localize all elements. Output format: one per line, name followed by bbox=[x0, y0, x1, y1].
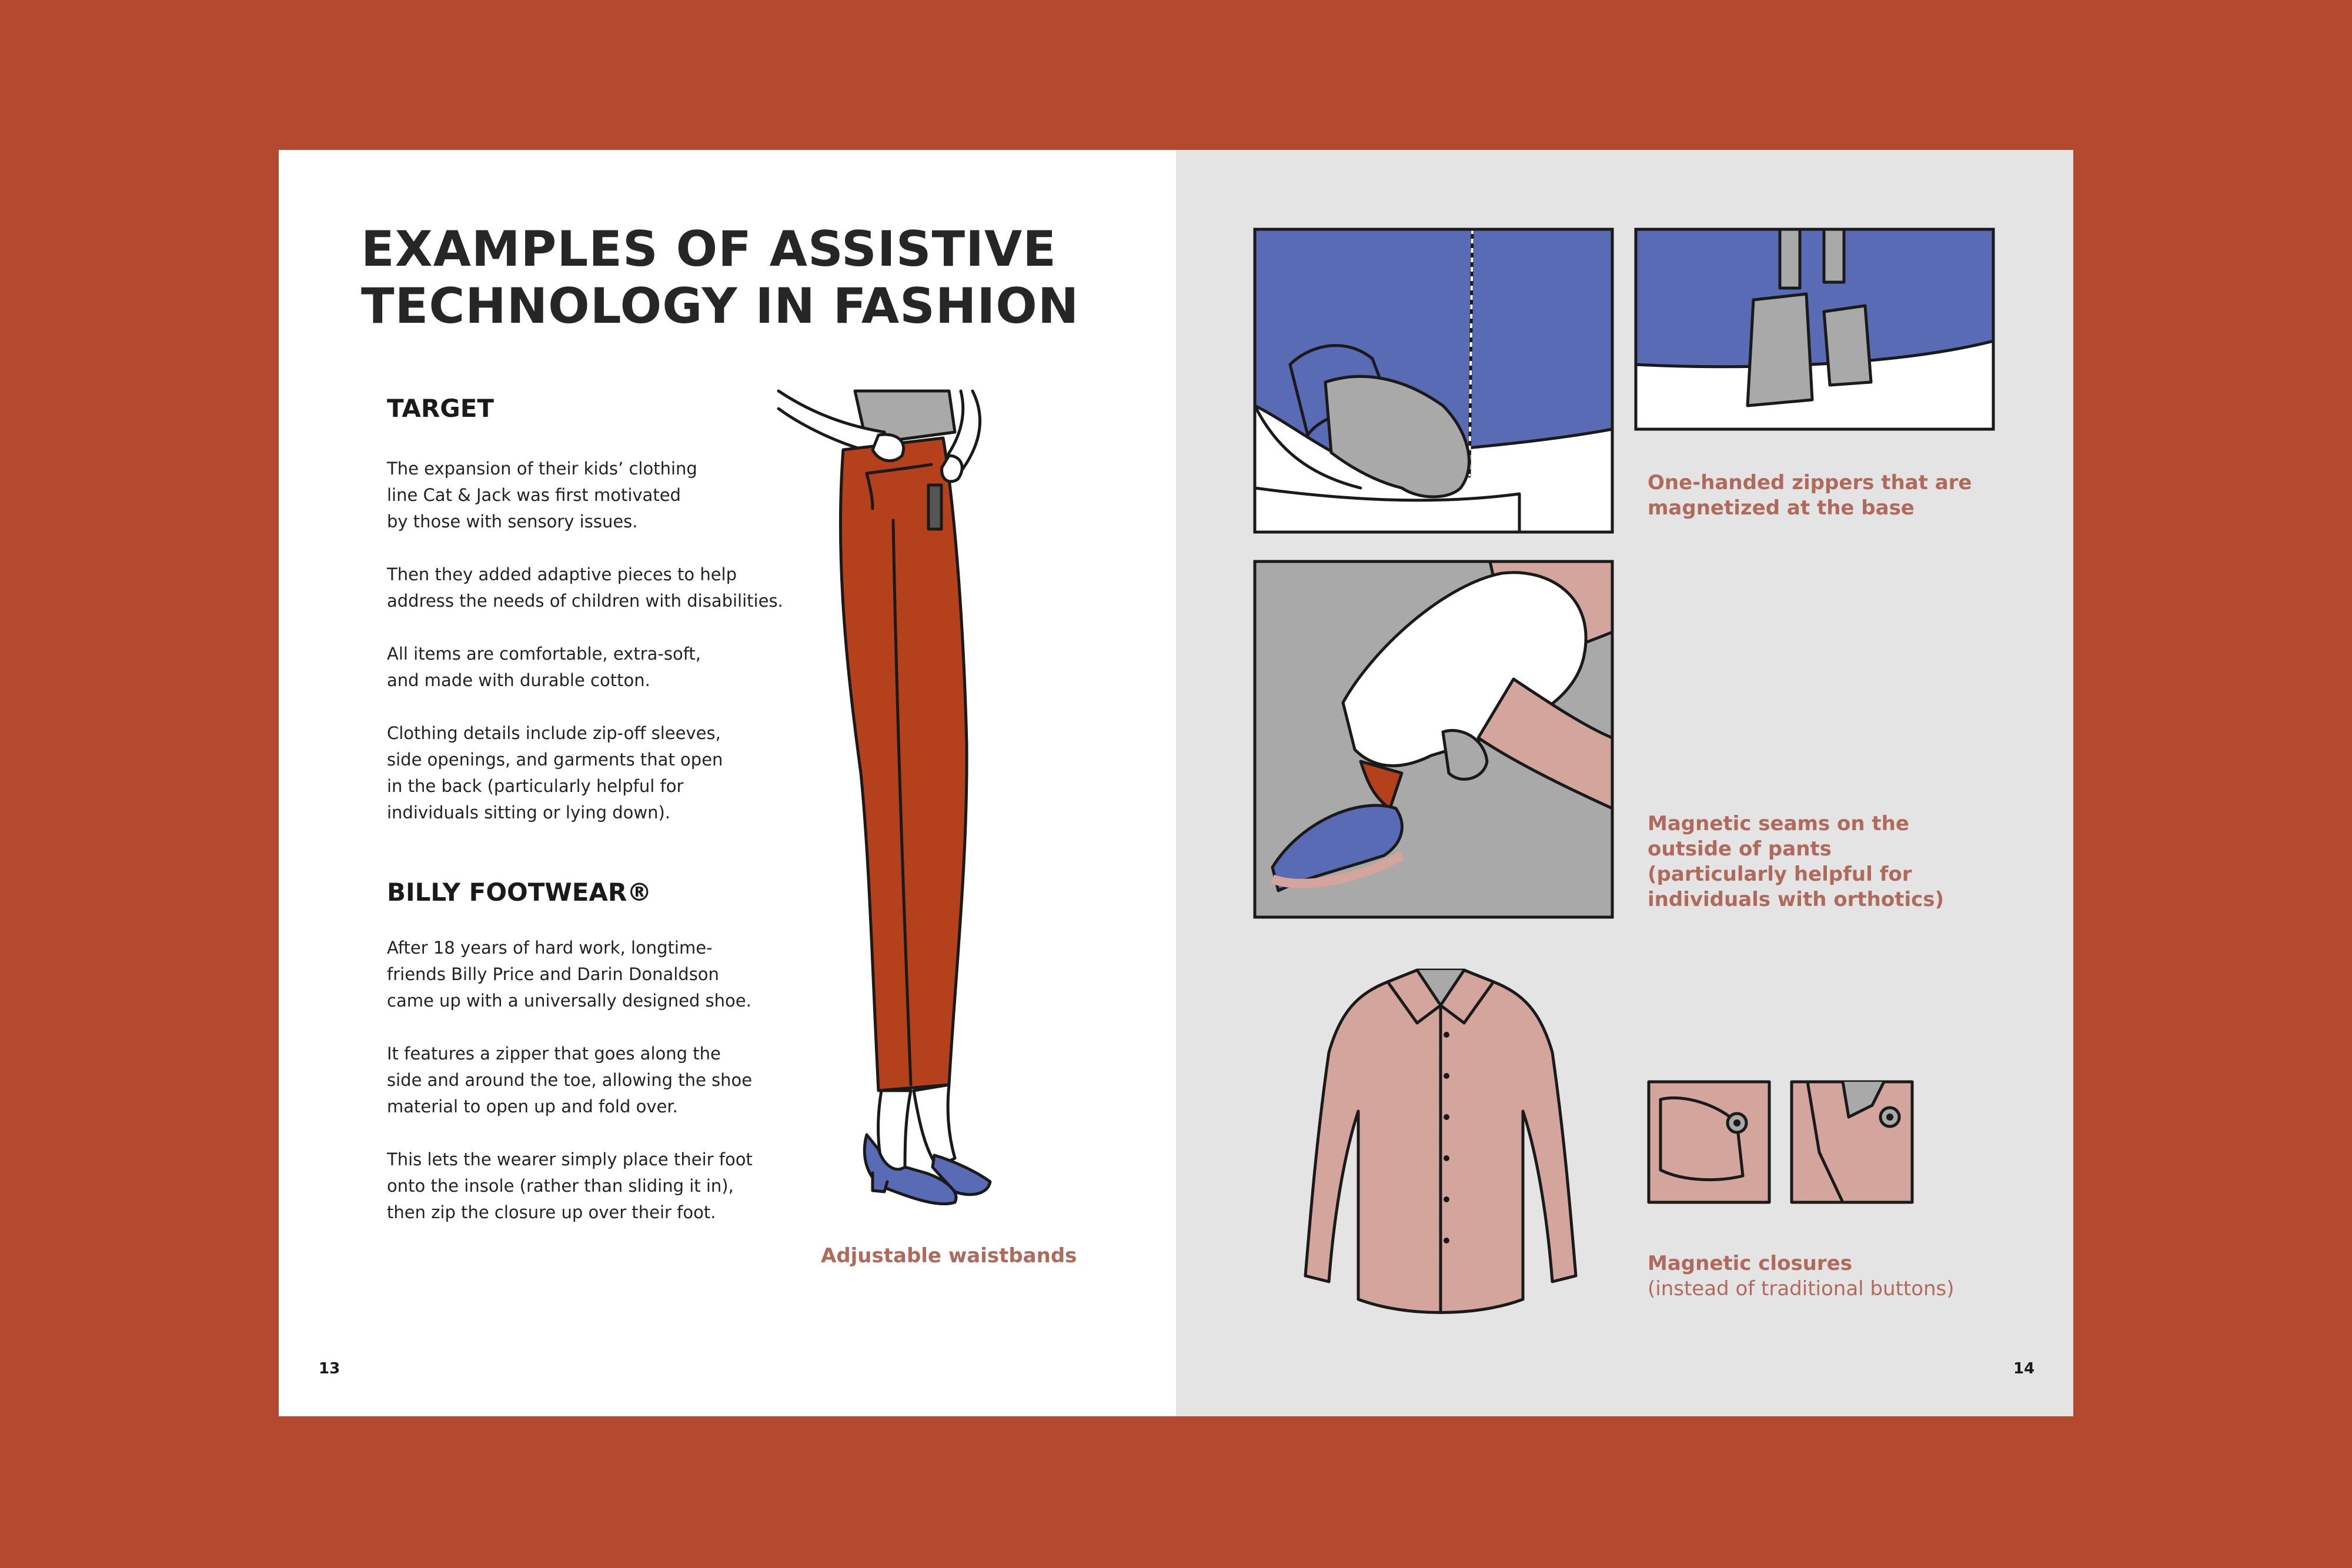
billy-heading: BILLY FOOTWEAR® bbox=[387, 878, 652, 907]
target-paragraph-4: Clothing details include zip-off sleeves, side openings, and garments that open in the back (particularly helpful for individuals sitting or lying down). bbox=[387, 723, 723, 823]
target-paragraph-2: Then they added adaptive pieces to help address the needs of children with disabilities. bbox=[387, 564, 783, 611]
target-paragraph-1: The expansion of their kids’ clothing line Cat & Jack was first motivated by those with sensory issues. bbox=[387, 459, 697, 531]
waistband-caption: Adjustable waistbands bbox=[821, 1244, 1077, 1268]
seams-caption: Magnetic seams on the outside of pants (particularly helpful for individuals with orthotics) bbox=[1648, 812, 1945, 911]
zipper-hand-icon bbox=[1255, 229, 1612, 532]
target-paragraph-3: All items are comfortable, extra-soft, and made with durable cotton. bbox=[387, 644, 701, 690]
magnetic-closure-icon bbox=[1649, 1082, 1912, 1205]
book-spread bbox=[279, 150, 2073, 1416]
page-title bbox=[361, 220, 1079, 335]
right-page bbox=[1176, 150, 2073, 1416]
page-number-right: 14 bbox=[2013, 1360, 2035, 1378]
pants-illustration-icon bbox=[779, 391, 1084, 1226]
magnetic-seam-leg-icon bbox=[1255, 561, 1612, 917]
target-heading: TARGET bbox=[387, 394, 495, 423]
closures-caption-subtitle: (instead of traditional buttons) bbox=[1648, 1277, 1955, 1300]
zipper-caption: One-handed zippers that are magnetized at the base bbox=[1648, 471, 1972, 520]
billy-paragraph-3: This lets the wearer simply place their foot onto the insole (rather than sliding it in), then zip the closure up over their foot. bbox=[387, 1149, 753, 1222]
closures-caption bbox=[1648, 1226, 1955, 1327]
left-page bbox=[279, 150, 1176, 1416]
billy-paragraph-1: After 18 years of hard work, longtime- friends Billy Price and Darin Donaldson came up with a universally designed shoe. bbox=[387, 938, 751, 1011]
shirt-icon bbox=[1299, 970, 1582, 1323]
title-line-2: TECHNOLOGY IN FASHION bbox=[361, 278, 1080, 335]
page-number-left: 13 bbox=[319, 1360, 340, 1378]
billy-paragraph-2: It features a zipper that goes along the side and around the toe, allowing the shoe material to open up and fold over. bbox=[387, 1044, 753, 1116]
title-line-1: EXAMPLES OF ASSISTIVE bbox=[361, 220, 1057, 278]
zipper-closeup-icon bbox=[1636, 229, 1993, 429]
closures-caption-title: Magnetic closures bbox=[1648, 1252, 1852, 1275]
